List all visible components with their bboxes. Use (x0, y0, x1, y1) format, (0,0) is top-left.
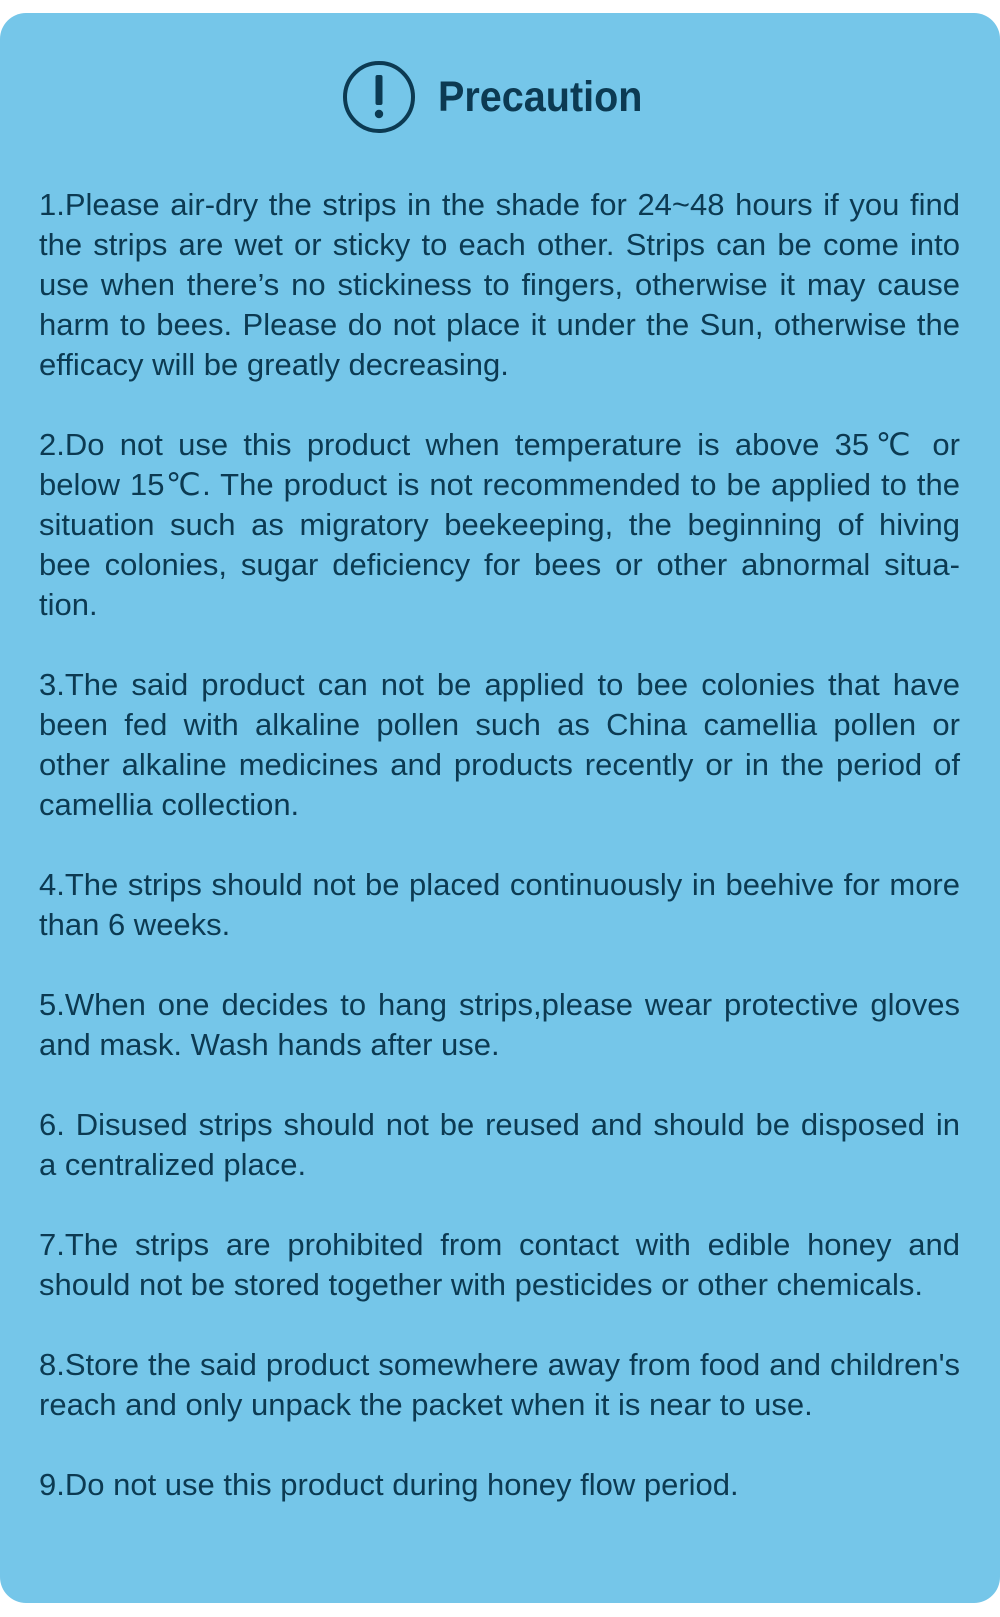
precaution-item-8: 8.Store the said product somewhere away from food and children's reach and only unpack the packet when it is near to use. (39, 1347, 960, 1422)
header-inner (342, 60, 660, 134)
exclamation-circle-icon (342, 60, 416, 134)
precaution-item-7: 7.The strips are prohibited from contact with edible honey and should not be stored together with pesticides or other chemicals. (39, 1227, 960, 1302)
precaution-list (39, 185, 960, 1505)
precaution-card (0, 13, 1000, 1603)
precaution-item-6: 6. Disused strips should not be reused and should be disposed in a centralized place. (39, 1107, 960, 1182)
page-title: Precaution (438, 72, 643, 121)
precaution-header (39, 13, 960, 185)
precaution-item-1: 1.Please air-dry the strips in the shade for 24~48 hours if you find the strips are wet or sticky to each other. Strips can be come into use when there’s no stickiness to fingers, otherwise it may cause harm to bees. Please do not place it under the Sun, otherwise the efficacy will be greatly decreasing. (39, 187, 960, 382)
precaution-item-3: 3.The said product can not be applied to bee colonies that have been fed with alkaline pollen such as China camellia pollen or other alkaline medicines and products recently or in the period of camellia collection. (39, 667, 960, 822)
precaution-item-5: 5.When one decides to hang strips,please wear protective gloves and mask. Wash hands after use. (39, 987, 960, 1062)
precaution-item-9: 9.Do not use this product during honey flow period. (39, 1467, 739, 1502)
precaution-item-4: 4.The strips should not be placed continuously in beehive for more than 6 weeks. (39, 867, 960, 942)
precaution-item-2: 2.Do not use this product when temperature is above 35℃ or below 15℃. The product is not recommended to be applied to the situation such as migratory beekeeping, the beginning of hiving bee colonies, sugar deficiency for bees or other abnormal situation. (39, 427, 960, 622)
